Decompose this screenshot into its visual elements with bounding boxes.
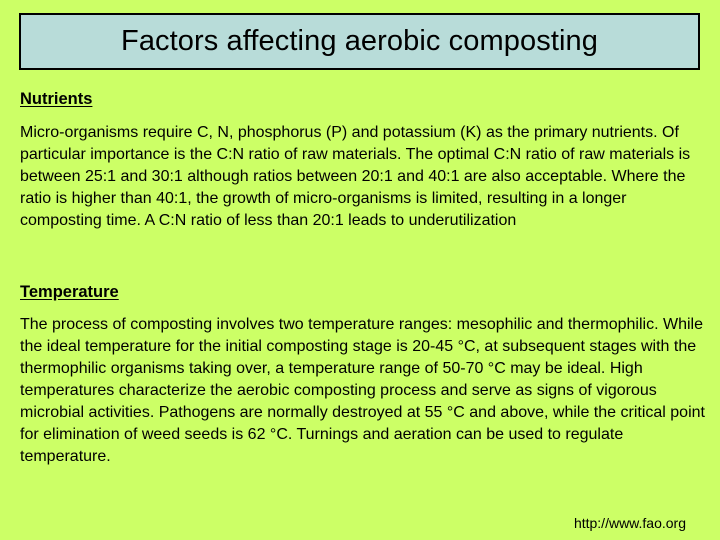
nutrients-heading: Nutrients [20, 90, 93, 108]
title-box [19, 13, 700, 70]
source-url: http://www.fao.org [573, 515, 686, 531]
page-title: Factors affecting aerobic composting [121, 25, 598, 57]
nutrients-text: Micro-organisms require C, N, phosphorus (P) and potassium (K) as the primary nutrients. Of particular importance is the C:N ratio of raw materials. The optimal C:N ratio of raw materials is between 25:1 and 30:1 although ratios between 20:1 and 40:1 are also acceptable. Where the ratio is higher than 40:1, the growth of micro-organisms is limited, resulting in a longer composting time. A C:N ratio of less than 20:1 leads to underutilization [20, 124, 691, 229]
temperature-text: The process of composting involves two temperature ranges: mesophilic and thermophilic. While the ideal temperature for the initial composting stage is 20-45 °C, at subsequent stages with the thermophilic organisms taking over, a temperature range of 50-70 °C may be ideal. High temperatures characterize the aerobic composting process and serve as signs of vigorous microbial activities. Pathogens are normally destroyed at 55 °C and above, while the critical point for elimination of weed seeds is 62 °C. Turnings and aeration can be used to regulate temperature. [20, 316, 705, 465]
temperature-heading: Temperature [20, 283, 119, 301]
